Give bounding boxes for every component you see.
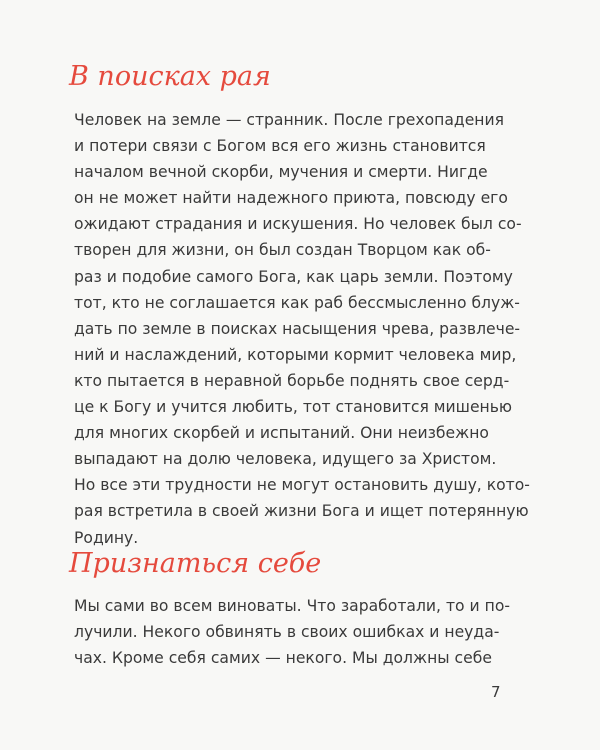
text-line: чах. Кроме себя самих — некого. Мы должны себе xyxy=(74,649,492,668)
text-line: Мы сами во всем виноваты. Что заработали, то и по- xyxy=(74,597,511,615)
text-line: ожидают страдания и искушения. Но человек был со- xyxy=(74,215,522,234)
text-line: лучили. Некого обвинять в своих ошибках и неуда- xyxy=(74,623,500,642)
section-paragraph xyxy=(74,107,534,551)
text-line: це к Богу и учится любить, тот становится мишенью xyxy=(74,398,513,417)
text-line: тот, кто не соглашается как раб бессмысленно блуж- xyxy=(74,293,520,312)
text-line: и потери связи с Богом вся его жизнь становится xyxy=(74,137,486,156)
text-line: Человек на земле — странник. После грехопадения xyxy=(74,111,504,129)
text-line: выпадают на долю человека, идущего за Христом. xyxy=(74,450,497,469)
text-line: Родину. xyxy=(74,528,139,547)
section-heading: Признаться себе xyxy=(69,548,322,579)
text-line: ний и наслаждений, которыми кормит человека мир, xyxy=(74,345,517,364)
section-paragraph xyxy=(74,593,534,671)
section-heading: В поисках рая xyxy=(69,61,271,92)
text-line: раз и подобие самого Бога, как царь земли. Поэтому xyxy=(74,267,513,286)
text-line: Но все эти трудности не могут остановить душу, кото- xyxy=(74,476,530,495)
text-line: дать по земле в поисках насыщения чрева, развлече- xyxy=(74,319,521,338)
text-line: он не может найти надежного приюта, повсюду его xyxy=(74,189,508,208)
page-number: 7 xyxy=(491,683,501,701)
text-line: началом вечной скорби, мучения и смерти. Нигде xyxy=(74,163,488,182)
text-line: рая встретила в своей жизни Бога и ищет потерянную xyxy=(74,502,529,521)
text-line: творен для жизни, он был создан Творцом как об- xyxy=(74,241,491,260)
text-line: кто пытается в неравной борьбе поднять свое серд- xyxy=(74,371,510,390)
text-line: для многих скорбей и испытаний. Они неизбежно xyxy=(74,424,489,443)
